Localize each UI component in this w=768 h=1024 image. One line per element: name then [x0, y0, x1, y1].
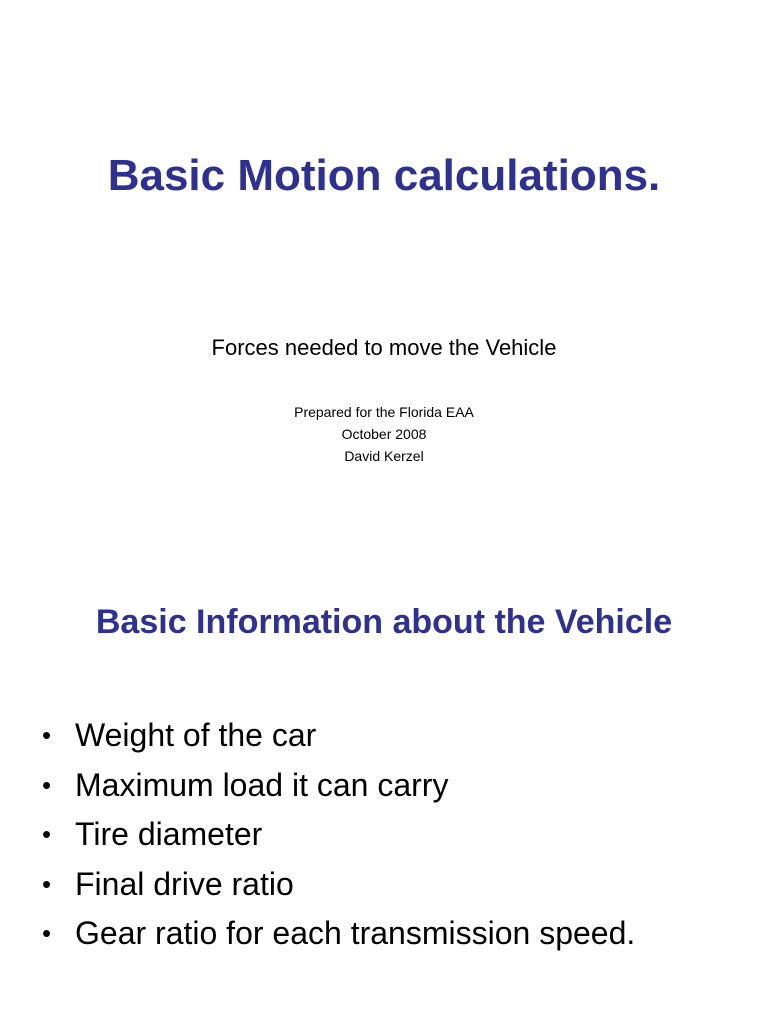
bullet-item — [40, 810, 635, 860]
bullet-text: Maximum load it can carry — [75, 766, 449, 803]
bullet-item — [40, 860, 635, 910]
bullet-text: Final drive ratio — [75, 865, 294, 902]
credit-prepared-for: Prepared for the Florida EAA — [294, 404, 474, 420]
content-slide — [0, 576, 768, 1024]
bullet-list — [40, 711, 635, 959]
bullet-icon: • — [42, 769, 52, 800]
credits-block — [0, 401, 768, 467]
bullet-icon: • — [42, 868, 52, 899]
bullet-text: Weight of the car — [75, 717, 317, 753]
bullet-icon: • — [42, 819, 52, 849]
credit-date: October 2008 — [341, 426, 427, 442]
bullet-icon: • — [42, 720, 52, 750]
credit-author: David Kerzel — [344, 448, 424, 464]
bullet-text: Gear ratio for each transmission speed. — [75, 915, 636, 951]
slide-subtitle: Forces needed to move the Vehicle — [211, 335, 557, 360]
slide-title: Basic Motion calculations. — [107, 151, 661, 200]
slide-heading: Basic Information about the Vehicle — [95, 603, 673, 641]
bullet-icon: • — [42, 918, 52, 948]
bullet-item — [40, 711, 635, 761]
bullet-item — [40, 761, 635, 811]
bullet-item — [40, 909, 635, 959]
bullet-text: Tire diameter — [75, 816, 263, 852]
